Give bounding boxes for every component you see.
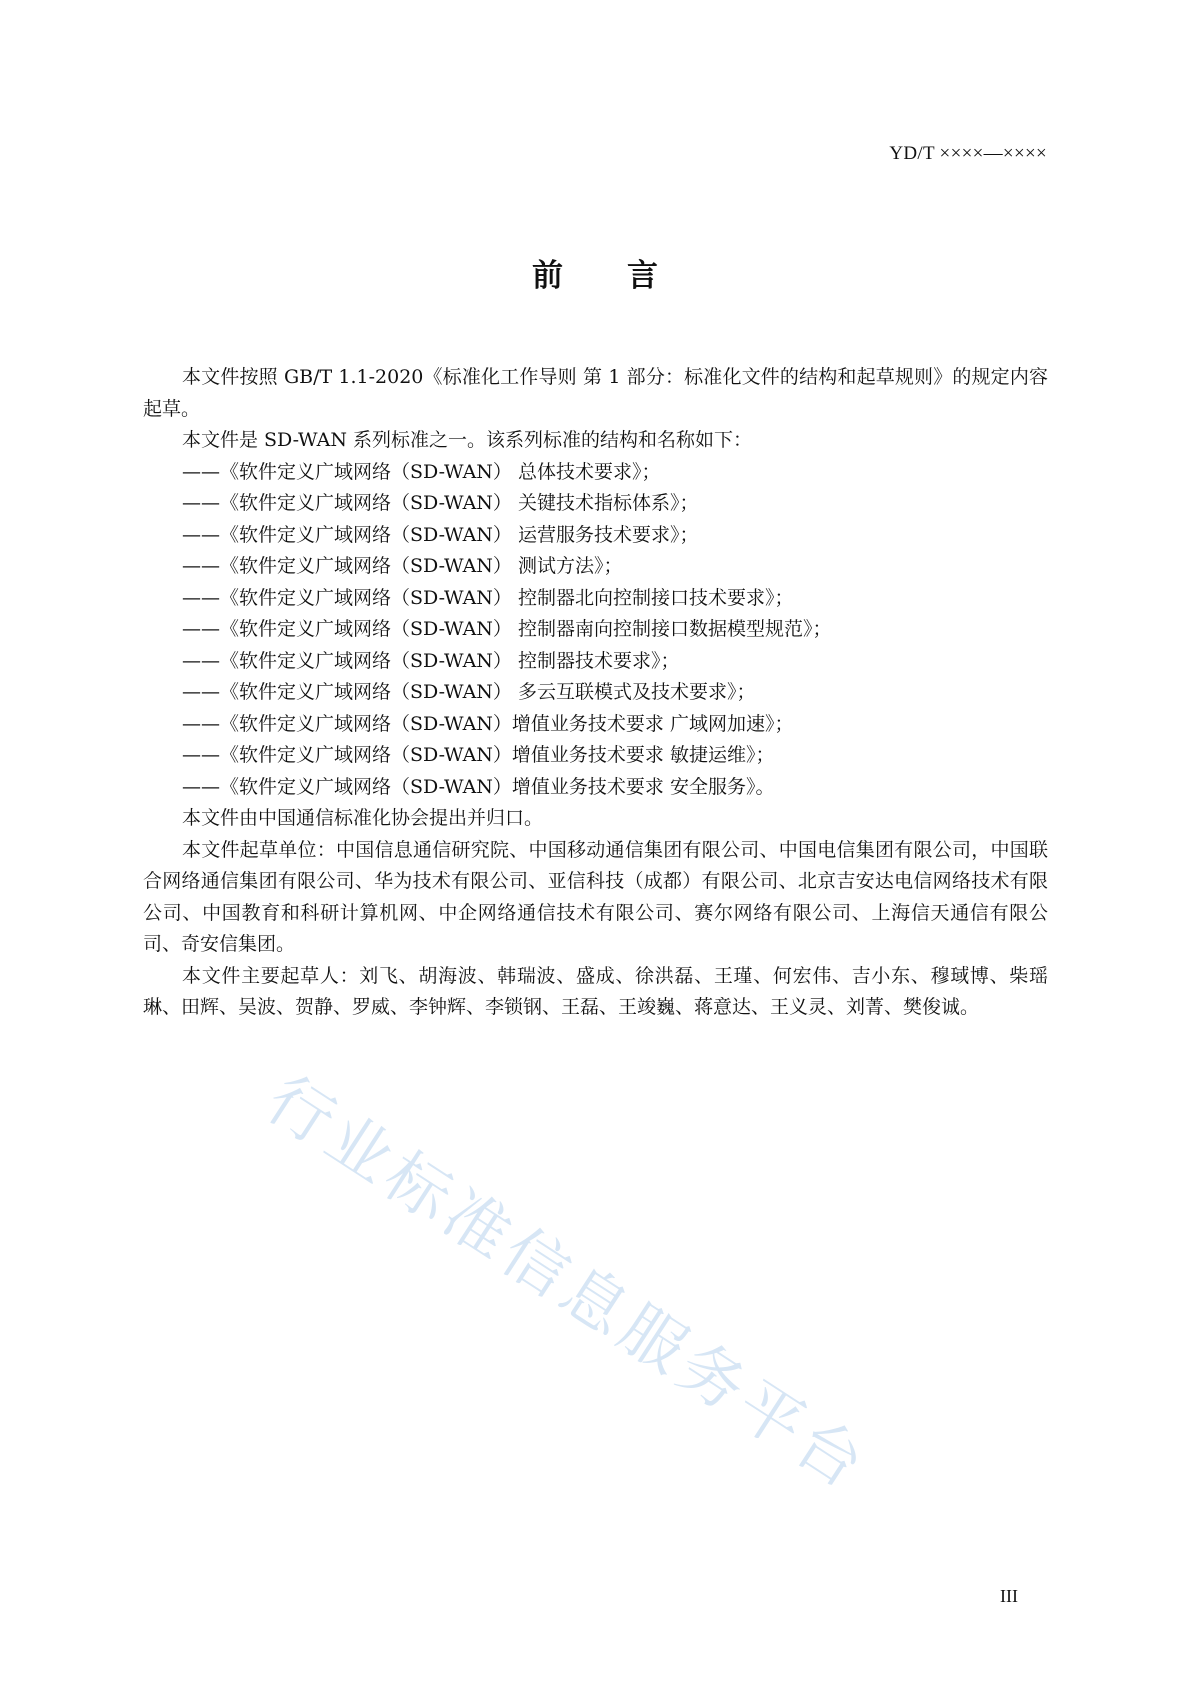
list-item: ——《软件定义广域网络（SD-WAN） 测试方法》； [182, 555, 623, 577]
page-number: III [1000, 1586, 1018, 1606]
series-standards-list [143, 457, 1048, 804]
watermark: 行业标准信息服务平台 [253, 1062, 881, 1506]
document-body [143, 362, 1048, 1024]
paragraph-drafting-units: 本文件起草单位：中国信息通信研究院、中国移动通信集团有限公司、中国电信集团有限公司，中国联合网络通信集团有限公司、华为技术有限公司、亚信科技（成都）有限公司、北京吉安达电信网络技术有限公司、中国教育和科研计算机网、中企网络通信技术有限公司、赛尔网络有限公司、上海信天通信有限公司、奇安信集团。 [143, 838, 1048, 955]
paragraph-proposer: 本文件由中国通信标准化协会提出并归口。 [182, 807, 544, 829]
list-item: ——《软件定义广域网络（SD-WAN） 关键技术指标体系》； [182, 492, 699, 514]
list-item: ——《软件定义广域网络（SD-WAN） 总体技术要求》； [182, 460, 661, 483]
standard-code: YD/T ××××—×××× [889, 143, 1047, 164]
list-item: ——《软件定义广域网络（SD-WAN）增值业务技术要求 敏捷运维》； [182, 744, 775, 766]
list-item: ——《软件定义广域网络（SD-WAN） 多云互联模式及技术要求》； [182, 681, 756, 703]
list-item: ——《软件定义广域网络（SD-WAN） 运营服务技术要求》； [182, 523, 699, 546]
list-item: ——《软件定义广域网络（SD-WAN） 控制器技术要求》； [182, 649, 680, 672]
page-title: 前言 [532, 258, 722, 294]
list-item: ——《软件定义广域网络（SD-WAN）增值业务技术要求 广域网加速》； [182, 712, 794, 735]
list-item: ——《软件定义广域网络（SD-WAN）增值业务技术要求 安全服务》。 [182, 775, 775, 798]
paragraph-main-drafters: 本文件主要起草人：刘飞、胡海波、韩瑞波、盛成、徐洪磊、王瑾、何宏伟、吉小东、穆琙博、柴瑶琳、田辉、吴波、贺静、罗威、李钟辉、李锁钢、王磊、王竣巍、蒋意达、王义灵、刘菁、樊俊诚。 [143, 964, 1048, 1018]
list-item: ——《软件定义广域网络（SD-WAN） 控制器北向控制接口技术要求》； [182, 586, 794, 609]
paragraph-drafting-rules: 本文件按照 GB/T 1.1-2020《标准化工作导则 第 1 部分：标准化文件的结构和起草规则》的规定内容起草。 [143, 366, 1048, 420]
list-item: ——《软件定义广域网络（SD-WAN） 控制器南向控制接口数据模型规范》； [182, 618, 832, 640]
paragraph-series-intro: 本文件是 SD-WAN 系列标准之一。该系列标准的结构和名称如下： [182, 429, 752, 451]
